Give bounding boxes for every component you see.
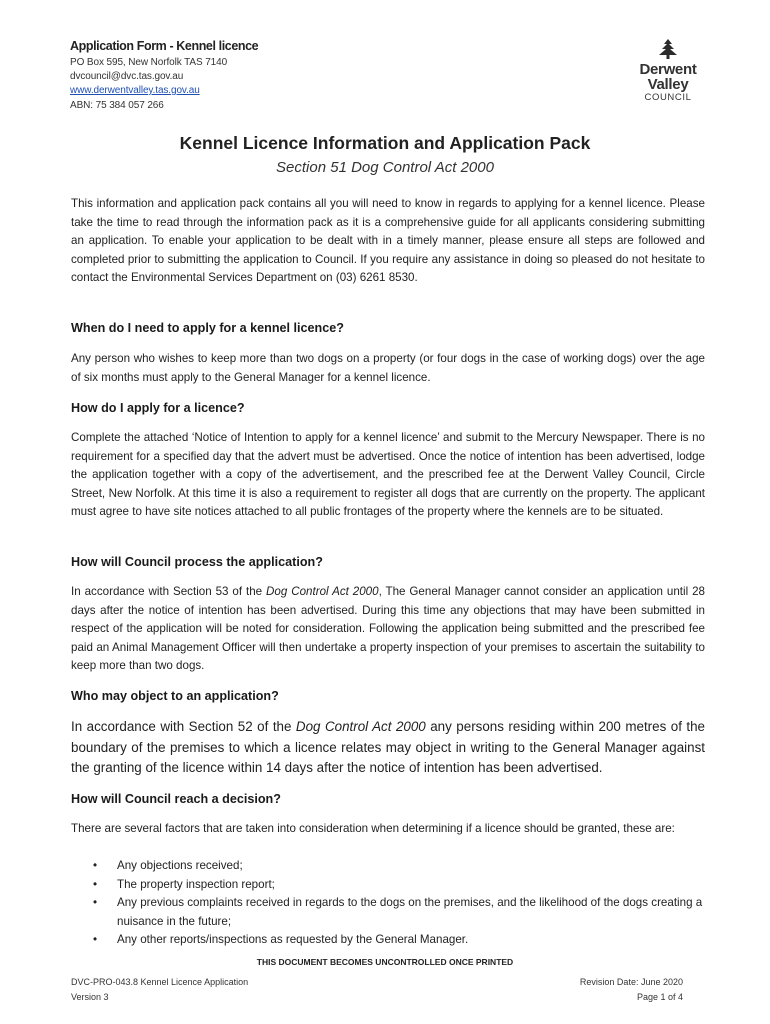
section-body-when-apply: Any person who wishes to keep more than two dogs on a property (or four dogs in the case of working dogs) over the age of six months must apply to the General Manager for a kennel licence. [71,352,705,384]
council-email: dvcouncil@dvc.tas.gov.au [70,71,184,82]
derwent-valley-council-logo [628,38,708,104]
list-item-text: The property inspection report; [117,877,275,891]
bullet-icon: • [93,933,98,947]
section-heading-process: How will Council process the application? [71,555,323,569]
list-item [71,894,705,931]
footer-revision-date: Revision Date: June 2020 [579,977,683,987]
process-body-start: In accordance with Section 53 of the [71,585,267,598]
footer-version: Version 3 [71,992,109,1002]
list-item [71,931,705,950]
logo-line-derwent: Derwent [639,61,697,78]
page-title: Kennel Licence Information and Application Pack [179,133,591,153]
council-emblem-icon [654,38,682,60]
footer-page-number: Page 1 of 4 [636,992,683,1002]
logo-line-council: COUNCIL [644,92,692,103]
uncontrolled-notice: THIS DOCUMENT BECOMES UNCONTROLLED ONCE PRINTED [256,957,514,967]
council-website-link[interactable]: www.derwentvalley.tas.gov.au [70,85,200,96]
section-heading-when-apply: When do I need to apply for a kennel licence? [71,321,344,335]
bullet-icon: • [93,896,98,910]
process-body-rest: , The General Manager cannot consider an application until 28 days after the notice of intention has been advertised. During this time any objections that may have been submitted in respect of the application will be noted for consideration. Following the application being submitted and the prescribed fee paid an Animal Management Officer will then undertake a property inspection of your premises to ascertain the suitability to keep more than two dogs. [71,585,705,673]
logo-line-valley: Valley [647,76,689,93]
list-item-text: Any objections received; [117,859,243,872]
bullet-icon: • [93,859,98,872]
object-body-start: In accordance with Section 52 of the [71,719,296,734]
bullet-icon: • [93,877,98,891]
section-heading-decision: How will Council reach a decision? [71,792,281,806]
section-body-how-apply: Complete the attached ‘Notice of Intention to apply for a kennel licence’ and submit to the Mercury Newspaper. There is no requirement for a specified day that the advert must be advertised. Once the notice of intention has been advertised, lodge the application together with a copy of the advertisement, and the prescribed fee at the Derwent Valley Council, Circle Street, New Norfolk. At this time it is also a requirement to register all dogs that are currently on the property. The applicant must agree to have site notices attached to all public frontages of the property where the kennels are to be situated. [71,431,705,519]
form-title: Application Form - Kennel licence [70,39,259,53]
section-heading-object: Who may object to an application? [71,689,279,703]
intro-paragraph: This information and application pack contains all you will need to know in regards to applying for a kennel licence. Please take the time to read through the information pack as it is a comprehensive guide for all applicants considering submitting an application. To enable your application to be dealt with in a timely manner, please ensure all steps are followed and completed prior to submitting the application to Council. If you require any assistance in doing so pleased do not hesitate to contact the Environmental Services Department on (03) 6261 8530. [71,197,705,285]
list-item-text: Any other reports/inspections as requested by the General Manager. [117,933,469,947]
section-body-object [71,717,705,779]
council-abn: ABN: 75 384 057 266 [70,100,164,111]
object-body-rest: any persons residing within 200 metres of the boundary of the premises to which a licence relates may object in writing to the General Manager against the granting of the licence within 14 days after the notice of intention has been advertised. [71,719,706,775]
page-subtitle: Section 51 Dog Control Act 2000 [276,159,494,176]
section-heading-how-apply: How do I apply for a licence? [71,401,245,415]
footer-doc-code: DVC-PRO-043.8 Kennel Licence Application [71,977,249,987]
section-body-decision: There are several factors that are taken into consideration when determining if a licence should be granted, these are: [71,822,675,835]
act-name-italic: Dog Control Act 2000 [266,585,379,598]
postal-address: PO Box 595, New Norfolk TAS 7140 [70,57,228,68]
act-name-italic: Dog Control Act 2000 [295,719,426,734]
section-body-process [71,583,705,676]
list-item-text: Any previous complaints received in regards to the dogs on the premises, and the likelihood of the dogs creating a nuisance in the future; [117,896,703,928]
list-item [71,876,705,895]
list-item [71,857,705,876]
decision-factors-list [71,857,705,950]
